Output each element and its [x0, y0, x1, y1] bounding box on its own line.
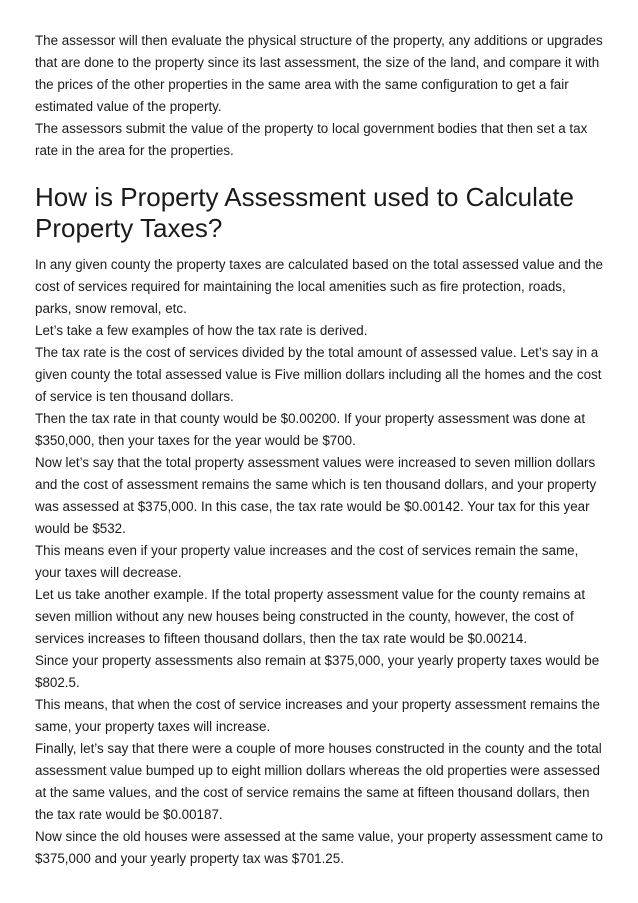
body-paragraph-6: This means even if your property value increases and the cost of services remain the same, your taxes will decrease. [35, 543, 579, 580]
body-paragraph-2: Let’s take a few examples of how the tax rate is derived. [35, 323, 368, 338]
body-paragraph-8: Since your property assessments also remain at $375,000, your yearly property taxes would be $802.5. [35, 653, 600, 690]
intro-paragraph-1: The assessor will then evaluate the physical structure of the property, any additions or upgrades that are done to the property since its last assessment, the size of the land, and compare it with the prices of the other properties in the same area with the same configuration to get a fair estimated value of the property. [35, 33, 603, 114]
body-paragraph-1: In any given county the property taxes are calculated based on the total assessed value and the cost of services required for maintaining the local amenities such as fire protection, roads, parks, snow removal, etc. [35, 257, 603, 316]
document-page [35, 30, 605, 870]
body-paragraph-9: This means, that when the cost of service increases and your property assessment remains the same, your property taxes will increase. [35, 697, 600, 734]
section-heading: How is Property Assessment used to Calculate Property Taxes? [35, 182, 575, 243]
body-paragraph-3: The tax rate is the cost of services divided by the total amount of assessed value. Let’s say in a given county the total assessed value is Five million dollars including all the homes and the cost of service is ten thousand dollars. [35, 345, 602, 404]
body-paragraph-5: Now let’s say that the total property assessment values were increased to seven million dollars and the cost of assessment remains the same which is ten thousand dollars, and your property was assessed at $375,000. In this case, the tax rate would be $0.00142. Your tax for this year would be $532. [35, 455, 597, 536]
intro-paragraph-2: The assessors submit the value of the property to local government bodies that then set a tax rate in the area for the properties. [35, 121, 588, 158]
body-paragraph-11: Now since the old houses were assessed at the same value, your property assessment came to $375,000 and your yearly property tax was $701.25. [35, 829, 603, 866]
body-paragraph-7: Let us take another example. If the total property assessment value for the county remains at seven million without any new houses being constructed in the county, however, the cost of services increases to fifteen thousand dollars, then the tax rate would be $0.00214. [35, 587, 586, 646]
body-paragraph-4: Then the tax rate in that county would be $0.00200. If your property assessment was done at $350,000, then your taxes for the year would be $700. [35, 411, 586, 448]
body-paragraph-10: Finally, let’s say that there were a couple of more houses constructed in the county and the total assessment value bumped up to eight million dollars whereas the old properties were assessed at the same values, and the cost of service remains the same at fifteen thousand dollars, then the tax rate would be $0.00187. [35, 741, 602, 822]
